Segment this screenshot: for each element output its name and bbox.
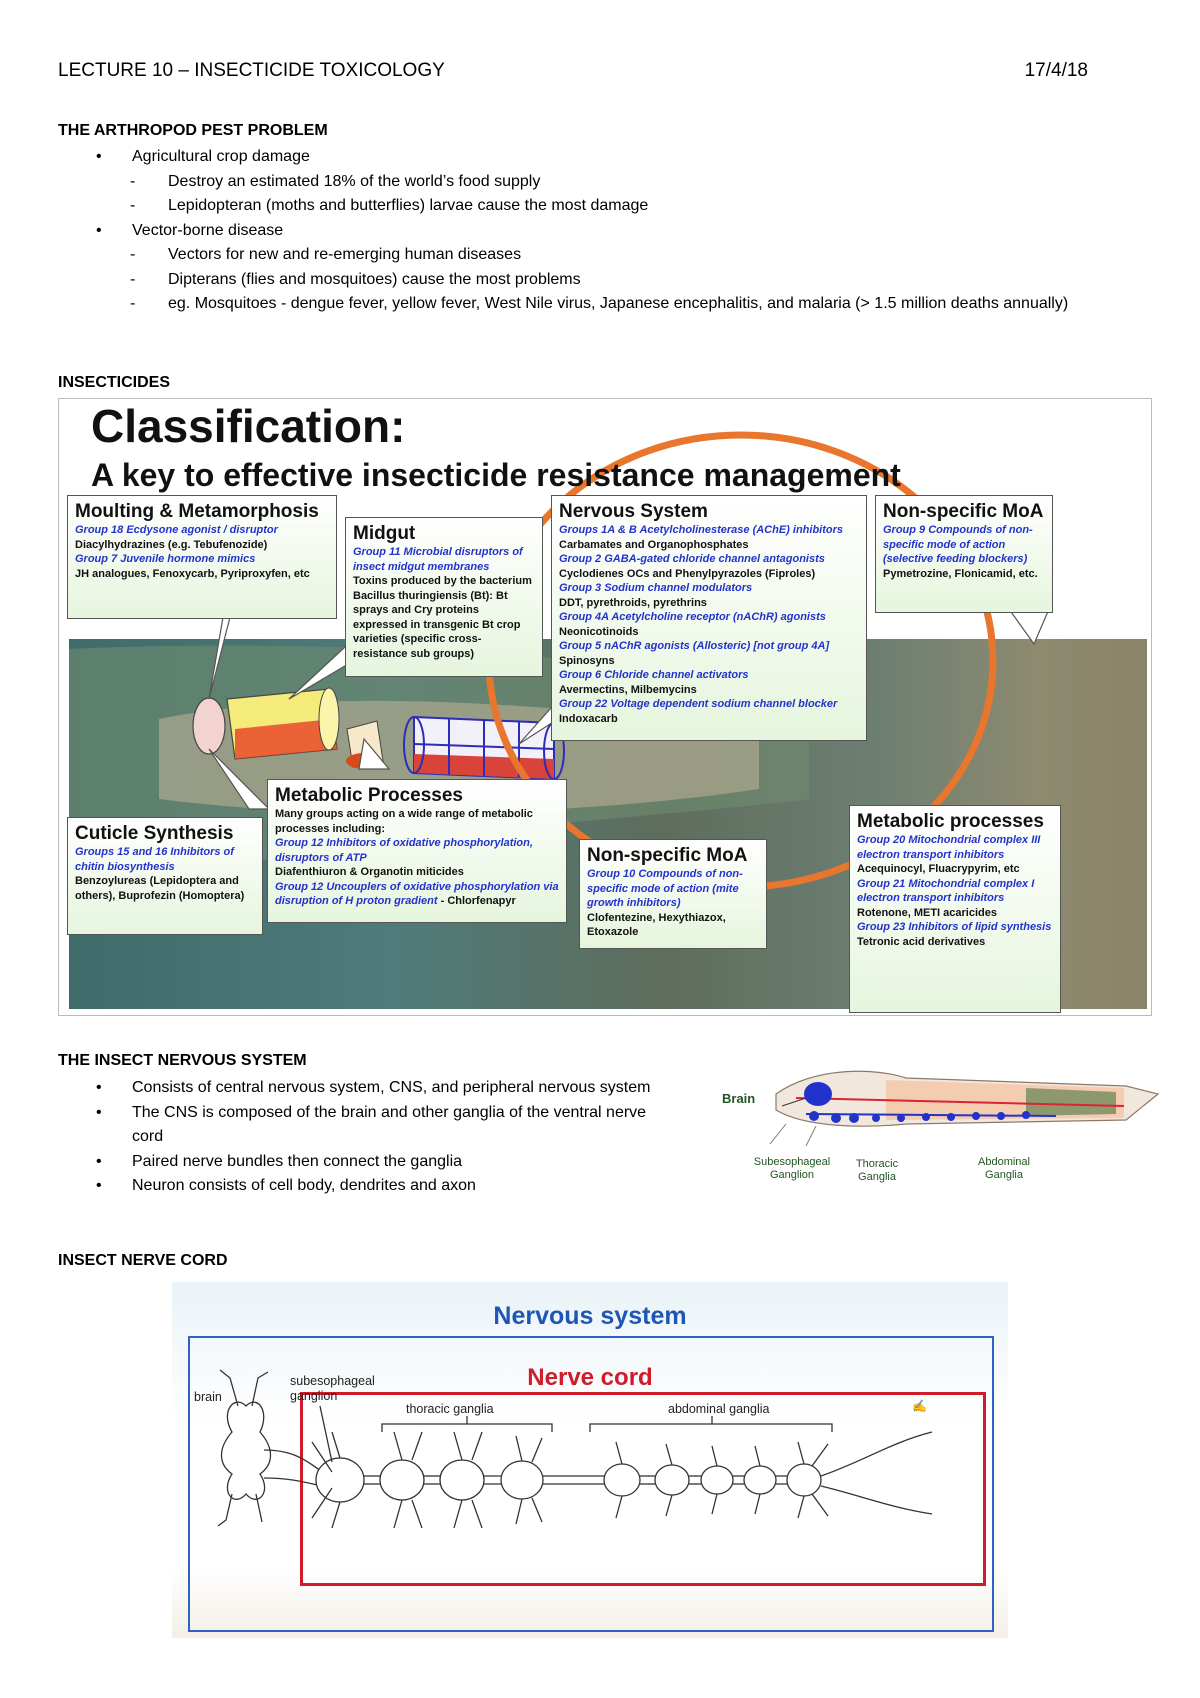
insect-nervous-system-figure — [722, 1058, 1166, 1188]
bullet-crop-damage: • Agricultural crop damage — [58, 145, 1138, 170]
box-metabolic-right-g2: Group 21 Mitochondrial complex I electron transport inhibitors — [857, 877, 1035, 904]
box-metabolic-n1: Diafenthiuron & Organotin miticides — [275, 866, 464, 878]
bullet-cns-composition: • The CNS is composed of the brain and other ganglia of the ventral nerve cord — [58, 1101, 678, 1150]
label-brain-cord: brain — [194, 1390, 222, 1404]
box-metabolic-right-n2: Rotenone, METI acaricides — [857, 906, 997, 919]
box-midgut — [345, 517, 543, 677]
box-cuticle-n1: Benzoylureas (Lepidoptera and others), Buprofezin (Homoptera) — [75, 875, 245, 902]
box-nervous-n3: DDT, pyrethroids, pyrethrins — [559, 596, 707, 609]
box-nervous-g4: Group 4A Acetylcholine receptor (nAChR) agonists — [559, 611, 826, 623]
box-metabolic-right-g1: Group 20 Mitochondrial complex III electron transport inhibitors — [857, 834, 1041, 861]
dash-vectors: - Vectors for new and re-emerging human diseases — [58, 243, 1138, 268]
box-cuticle-head: Cuticle Synthesis — [75, 823, 234, 844]
bullet-cns-pns: • Consists of central nervous system, CNS, and peripheral nervous system — [58, 1076, 678, 1101]
box-nervous-n2: Cyclodienes OCs and Phenylpyrazoles (Fiproles) — [559, 567, 816, 580]
label-abdominal-ganglia: abdominal ganglia — [668, 1402, 770, 1416]
box-cuticle-g1: Groups 15 and 16 Inhibitors of chitin biosynthesis — [75, 846, 234, 873]
box-moulting-g2: Group 7 Juvenile hormone mimics — [75, 553, 256, 565]
box-midgut-head: Midgut — [353, 523, 416, 544]
label-thoracic-ganglia: thoracic ganglia — [406, 1402, 494, 1416]
heading-nerve-cord: INSECT NERVE CORD — [58, 1252, 228, 1269]
box-midgut-n1: Toxins produced by the bacterium Bacillus thuringiensis (Bt): Bt sprays and Cry proteins expressed in transgenic Bt crop varieties (specific cross-resistance sub groups) — [353, 575, 532, 660]
label-thoracic: Thoracic Ganglia — [855, 1158, 899, 1183]
slide-subtitle: A key to effective insecticide resistance management — [91, 457, 901, 493]
figure-title-nervous-system: Nervous system — [493, 1302, 687, 1330]
box-midgut-g1: Group 11 Microbial disruptors of insect midgut membranes — [353, 546, 523, 573]
box-nervous-g6: Group 6 Chloride channel activators — [559, 669, 749, 681]
box-nonspec-bottom-head: Non-specific MoA — [587, 845, 748, 866]
label-abdominal: Abdominal Ganglia — [978, 1156, 1030, 1181]
box-nervous-g1: Groups 1A & B Acetylcholinesterase (AChE) inhibitors — [559, 524, 844, 536]
box-nonspecific-top — [875, 495, 1053, 613]
page-title — [58, 60, 1088, 82]
box-nervous-n4: Neonicotinoids — [559, 625, 639, 638]
box-nonspec-top-g1: Group 9 Compounds of non-specific mode of action (selective feeding blockers) — [883, 524, 1033, 565]
box-nervous-g7: Group 22 Voltage dependent sodium channel blocker — [559, 698, 838, 710]
box-moulting-n1: Diacylhydrazines (e.g. Tebufenozide) — [75, 538, 268, 551]
pest-problem-list — [58, 145, 1138, 317]
box-moulting — [67, 495, 337, 619]
box-metabolic-g2: Group 12 Uncouplers of oxidative phosphorylation via disruption of H proton gradient — [275, 880, 559, 907]
bullet-neuron: • Neuron consists of cell body, dendrites and axon — [58, 1174, 678, 1199]
box-metabolic-g1: Group 12 Inhibitors of oxidative phosphorylation, disruptors of ATP — [275, 837, 533, 864]
box-nervous-g2: Group 2 GABA-gated chloride channel antagonists — [559, 553, 825, 565]
slide-title: Classification: — [91, 400, 406, 452]
heading-pest-problem: THE ARTHROPOD PEST PROBLEM — [58, 122, 328, 139]
box-metabolic-n2: - Chlorfenapyr — [437, 895, 516, 907]
box-nervous-head: Nervous System — [559, 501, 708, 522]
box-nervous-n5: Spinosyns — [559, 654, 615, 667]
box-nonspec-top-n1: Pymetrozine, Flonicamid, etc. — [883, 567, 1038, 580]
label-subesophageal-ganglion: subesophageal ganglion — [290, 1374, 375, 1403]
box-metabolic-processes — [267, 779, 567, 923]
box-moulting-g1: Group 18 Ecdysone agonist / disruptor — [75, 524, 278, 536]
box-nervous-n6: Avermectins, Milbemycins — [559, 683, 697, 696]
label-subesophageal: Subesophageal Ganglion — [753, 1156, 831, 1181]
insect-body-diagram — [726, 1058, 1166, 1148]
box-metabolic-right-n3: Tetronic acid derivatives — [857, 935, 986, 948]
box-nervous-n7: Indoxacarb — [559, 712, 618, 725]
dash-food-supply: - Destroy an estimated 18% of the world’s food supply — [58, 170, 1138, 195]
box-nervous-n1: Carbamates and Organophosphates — [559, 538, 749, 551]
box-nervous-system — [551, 495, 867, 741]
box-nervous-g3: Group 3 Sodium channel modulators — [559, 582, 753, 594]
nerve-cord-diagram — [172, 1282, 1008, 1638]
box-metabolic-right-head: Metabolic processes — [857, 811, 1044, 832]
heading-nervous-system: THE INSECT NERVOUS SYSTEM — [58, 1052, 307, 1069]
dash-mosquitoes: - eg. Mosquitoes - dengue fever, yellow fever, West Nile virus, Japanese encephalitis, and malaria (> 1.5 million deaths annually) — [58, 292, 1138, 317]
dash-lepidopteran: - Lepidopteran (moths and butterflies) larvae cause the most damage — [58, 194, 1138, 219]
box-moulting-n2: JH analogues, Fenoxycarb, Pyriproxyfen, etc — [75, 567, 310, 580]
nerve-cord-figure — [172, 1282, 1008, 1638]
box-metabolic-right-n1: Acequinocyl, Fluacrypyrim, etc — [857, 863, 1020, 875]
box-metabolic-right — [849, 805, 1061, 1013]
bullet-paired-bundles: • Paired nerve bundles then connect the ganglia — [58, 1150, 678, 1175]
bullet-vector-disease: • Vector-borne disease — [58, 219, 1138, 244]
figure-title-nerve-cord: Nerve cord — [527, 1364, 653, 1391]
classification-slide — [58, 398, 1152, 1016]
nervous-system-list — [58, 1076, 678, 1199]
label-brain: Brain — [722, 1091, 756, 1106]
box-nonspec-bottom-n1: Clofentezine, Hexythiazox, Etoxazole — [587, 911, 726, 938]
lecture-date: 17/4/18 — [1024, 60, 1088, 81]
dash-dipterans: - Dipterans (flies and mosquitoes) cause the most problems — [58, 268, 1138, 293]
box-nonspecific-bottom — [579, 839, 767, 949]
heading-insecticides: INSECTICIDES — [58, 374, 171, 391]
box-cuticle — [67, 817, 263, 935]
box-nervous-g5: Group 5 nAChR agonists (Allosteric) [not group 4A] — [559, 640, 830, 652]
box-metabolic-head: Metabolic Processes — [275, 785, 463, 806]
box-moulting-head: Moulting & Metamorphosis — [75, 501, 319, 522]
box-metabolic-right-g3: Group 23 Inhibitors of lipid synthesis — [857, 921, 1052, 933]
lecture-title: LECTURE 10 – INSECTICIDE TOXICOLOGY — [58, 60, 445, 81]
svg-text:✍: ✍ — [912, 1399, 927, 1413]
box-metabolic-n0: Many groups acting on a wide range of metabolic processes including: — [275, 808, 533, 835]
box-nonspec-bottom-g1: Group 10 Compounds of non-specific mode of action (mite growth inhibitors) — [587, 868, 743, 909]
box-nonspec-top-head: Non-specific MoA — [883, 501, 1044, 522]
